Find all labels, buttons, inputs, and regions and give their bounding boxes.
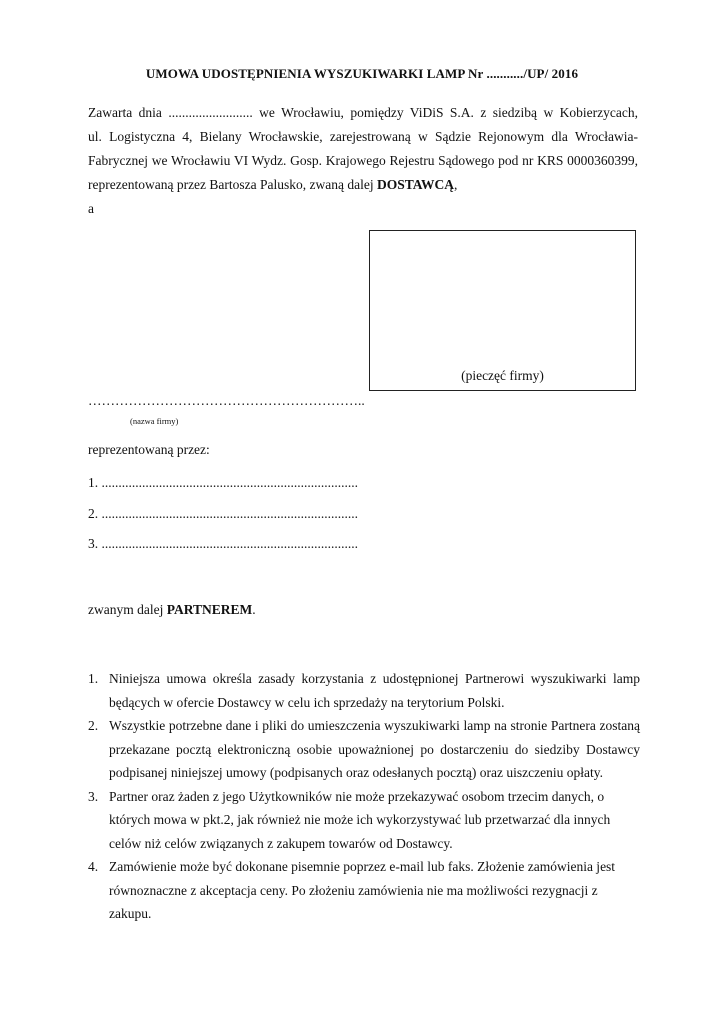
clause-number: 2. (88, 718, 99, 733)
intro-line-4 (88, 173, 638, 197)
intro-line-4-text: reprezentowaną przez Bartosza Palusko, zwaną dalej (88, 177, 377, 192)
partner-term: PARTNEREM (166, 602, 253, 617)
intro-paragraph (88, 101, 638, 221)
stamp-label: (pieczęć firmy) (461, 368, 544, 383)
intro-line-4-end: , (454, 177, 458, 192)
clause-text: Zamówienie może być dokonane pisemnie poprzez e-mail lub faks. Złożenie zamówienia jest równoznaczne z akceptacja ceny. Po złożeniu zamówienia nie ma możliwości rezygnacji z zakupu. (109, 859, 616, 921)
partner-line (88, 602, 256, 618)
clause-number: 1. (88, 671, 99, 686)
document-title: UMOWA UDOSTĘPNIENIA WYSZUKIWARKI LAMP Nr .........../UP/ 2016 (145, 66, 579, 81)
intro-line-1: Zawarta dnia ......................... we Wrocławiu, pomiędzy ViDiS S.A. z siedzibą w Kobierzycach, (88, 105, 638, 120)
clause-number: 3. (88, 788, 99, 804)
clause-item (88, 667, 640, 714)
clause-text: Niniejsza umowa określa zasady korzystania z udostępnionej Partnerowi wyszukiwarki lamp będących w ofercie Dostawcy w celu ich sprzedaży na terytorium Polski. (109, 671, 640, 710)
clause-text: Wszystkie potrzebne dane i pliki do umieszczenia wyszukiwarki lamp na stronie Partnera zostaną przekazane pocztą elektroniczną osobie upoważnionej po dostarczeniu do siedziby Dostawcy podpisanej niniejszej umowy (podpisanych oraz odesłanych pocztą) oraz uiszczeniu opłaty. (109, 718, 640, 780)
clause-text: Partner oraz żaden z jego Użytkowników nie może przekazywać osobom trzecim danych, o których mowa w pkt.2, jak również nie może ich wykorzystywać lub przetwarzać dla innych celów niż celów związanych z zakupem towarów od Dostawcy. (109, 788, 611, 851)
clause-item (88, 714, 640, 785)
representative-line-1: 1. ............................................................................ (88, 475, 358, 490)
representative-line-3: 3. ............................................................................ (88, 536, 358, 551)
clauses-list (88, 667, 640, 926)
clause-item (88, 785, 640, 856)
company-stamp-box (369, 230, 636, 391)
partner-line-end: . (252, 602, 256, 617)
company-name-line: …………………………………………………….. (88, 393, 365, 408)
clause-item (88, 855, 640, 926)
company-name-label: (nazwa firmy) (130, 416, 179, 426)
intro-line-3: Fabrycznej we Wrocławiu VI Wydz. Gosp. Krajowego Rejestru Sądowego pod nr KRS 0000360399, (88, 153, 638, 168)
representative-line-2: 2. ............................................................................ (88, 506, 358, 521)
and-conjunction: a (88, 201, 94, 216)
supplier-term: DOSTAWCĄ (376, 177, 454, 192)
representatives-label: reprezentowaną przez: (88, 442, 210, 457)
partner-line-text: zwanym dalej (88, 602, 167, 617)
intro-line-2: ul. Logistyczna 4, Bielany Wrocławskie, zarejestrowaną w Sądzie Rejonowym dla Wrocławia- (88, 129, 638, 144)
clause-number: 4. (88, 859, 99, 874)
